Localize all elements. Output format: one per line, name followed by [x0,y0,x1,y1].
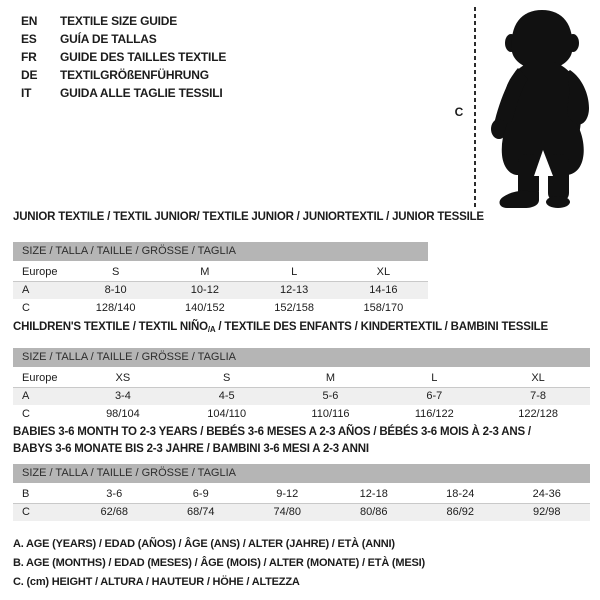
table-row [13,485,590,503]
size-header-bar: SIZE / TALLA / TAILLE / GRÖSSE / TAGLIA [13,464,590,483]
height-cell: 68/74 [186,506,215,518]
age-cell: 6-9 [192,488,209,500]
junior-size-table [13,242,428,317]
height-cell: 80/86 [359,506,388,518]
row-label: C [22,302,30,314]
language-row [21,84,226,102]
size-cell: XL [376,266,391,278]
age-cell: 10-12 [190,284,219,296]
size-cell: XL [531,372,545,384]
babies-size-table [13,464,590,521]
height-cell: 62/68 [100,506,129,518]
row-label: Europe [22,266,58,278]
language-row [21,12,226,30]
guide-title: GUIDE DES TAILLES TEXTILE [60,50,227,64]
table-row [13,369,590,387]
height-cell: 140/152 [184,302,225,314]
row-label: A [22,284,30,296]
legend-footnotes [13,535,425,592]
size-cell: L [291,266,298,278]
table-row [13,299,428,317]
age-cell: 5-6 [322,390,339,402]
leg-shape [548,154,569,202]
head-shape [512,10,573,69]
language-code: DE [21,68,38,82]
row-label: C [22,408,30,420]
height-cell: 92/98 [532,506,561,518]
table-row [13,263,428,281]
language-row [21,48,226,66]
age-cell: 7-8 [530,390,547,402]
guide-title: GUIDA ALLE TAGLIE TESSILI [60,86,223,100]
age-cell: 12-13 [280,284,309,296]
language-row [21,30,226,48]
height-cell: 158/170 [363,302,404,314]
height-cell: 74/80 [273,506,302,518]
age-cell: 12-18 [359,488,388,500]
row-label: A [22,390,30,402]
height-cell: 116/122 [414,408,454,420]
size-cell: M [325,372,336,384]
height-measure-label: C [454,105,464,119]
toddler-silhouette-image [486,6,599,209]
size-cell: S [223,372,231,384]
title-line: BABIES 3-6 MONTH TO 2-3 YEARS / BEBÉS 3-6 MESES A 2-3 AÑOS / BÉBÉS 3-6 MOIS À 2-3 ANS / [13,426,531,438]
row-label: C [22,506,30,518]
foot-shape [500,191,539,208]
table-row [13,281,428,299]
age-cell: 9-12 [276,488,299,500]
junior-table-title: JUNIOR TEXTILE / TEXTIL JUNIOR/ TEXTILE JUNIOR / JUNIORTEXTIL / JUNIOR TESSILE [13,211,484,223]
height-cell: 152/158 [274,302,314,314]
guide-title: TEXTILE SIZE GUIDE [60,14,178,28]
height-cell: 110/116 [311,408,350,420]
age-cell: 3-4 [114,390,131,402]
language-code: EN [21,14,38,28]
height-cell: 98/104 [106,408,140,420]
size-cell: S [111,266,120,278]
row-label: B [22,488,30,500]
row-label: Europe [22,372,58,384]
language-code: ES [21,32,37,46]
size-cell: XS [115,372,131,384]
language-code: FR [21,50,37,64]
height-measure-dashed-line [474,7,476,209]
title-subscript: /A [207,325,216,334]
age-cell: 24-36 [532,488,561,500]
language-row [21,66,226,84]
table-row [13,503,590,521]
size-header-bar: SIZE / TALLA / TAILLE / GRÖSSE / TAGLIA [13,242,428,261]
babies-table-title [13,424,531,458]
height-cell: 128/140 [95,302,136,314]
title-text: / TEXTILE DES ENFANTS / KINDERTEXTIL / BAMBINI TESSILE [215,321,548,333]
children-table-title [13,321,548,334]
height-cell: 122/128 [518,408,558,420]
age-cell: 14-16 [369,284,398,296]
age-cell: 8-10 [104,284,127,296]
height-cell: 86/92 [446,506,475,518]
size-cell: L [431,372,438,384]
height-cell: 104/110 [207,408,247,420]
footnote-height-cm: C. (cm) HEIGHT / ALTURA / HAUTEUR / HÖHE / ALTEZZA [13,576,300,588]
size-header-bar: SIZE / TALLA / TAILLE / GRÖSSE / TAGLIA [13,348,590,367]
title-text: CHILDREN'S TEXTILE / TEXTIL NIÑO [13,321,208,333]
guide-title: TEXTILGRÖßENFÜHRUNG [60,68,209,82]
age-cell: 6-7 [426,390,443,402]
language-code: IT [21,86,32,100]
children-size-table [13,348,590,423]
language-title-list [21,12,226,102]
guide-title: GUÍA DE TALLAS [60,32,157,46]
foot-shape [546,196,570,208]
footnote-age-months: B. AGE (MONTHS) / EDAD (MESES) / ÂGE (MOIS) / ALTER (MONATE) / ETÀ (MESI) [13,557,425,569]
size-cell: M [200,266,210,278]
table-row [13,405,590,423]
table-row [13,387,590,405]
age-cell: 3-6 [106,488,123,500]
footnote-age-years: A. AGE (YEARS) / EDAD (AÑOS) / ÂGE (ANS) / ALTER (JAHRE) / ETÀ (ANNI) [13,538,395,550]
age-cell: 18-24 [446,488,475,500]
age-cell: 4-5 [218,390,235,402]
title-line: BABYS 3-6 MONATE BIS 2-3 JAHRE / BAMBINI 3-6 MESI A 2-3 ANNI [13,443,369,455]
